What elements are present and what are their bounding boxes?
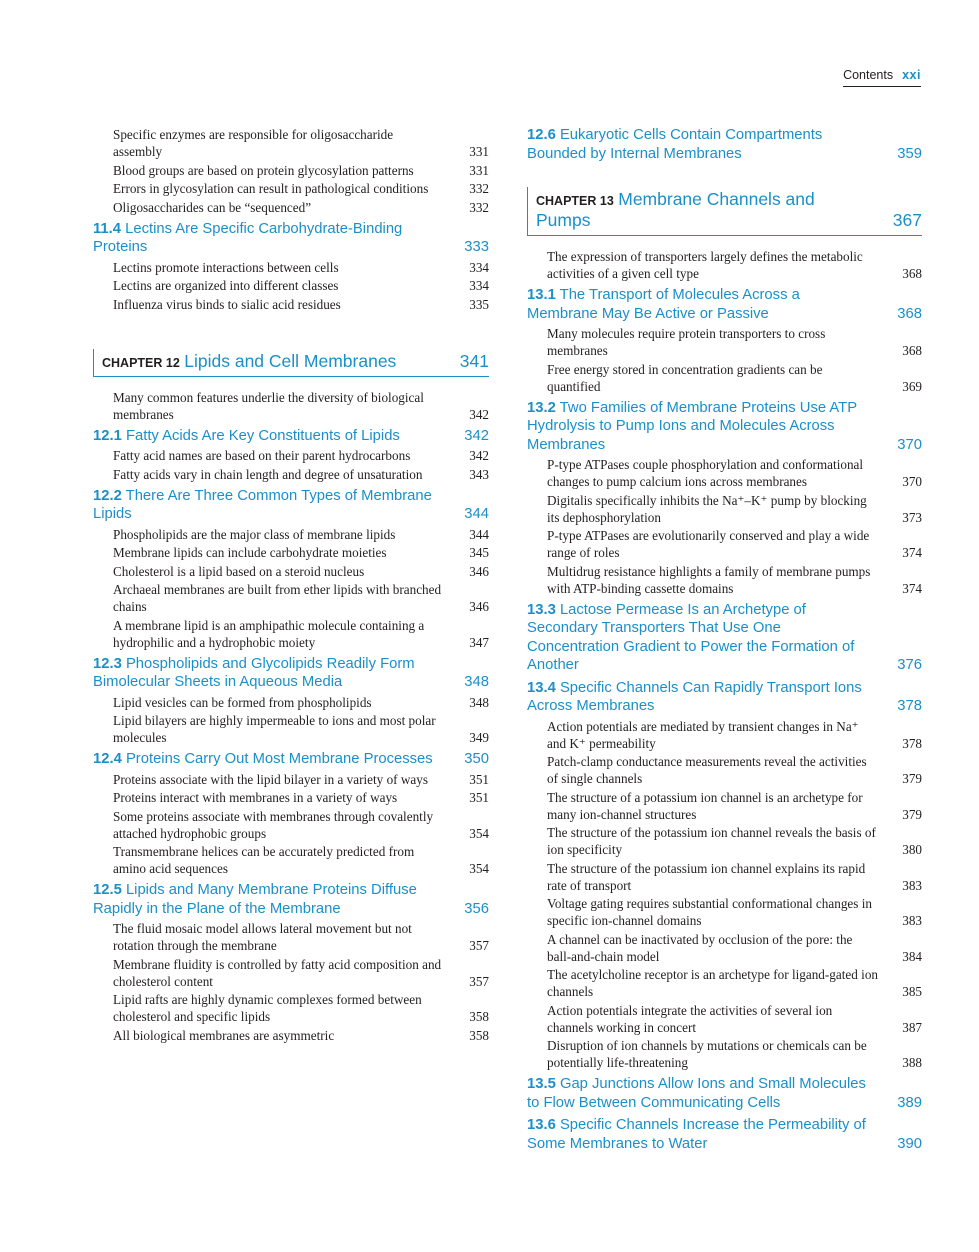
page-ref: 357 [469,938,489,953]
page-ref: 347 [469,634,489,650]
toc-chapter-13[interactable]: CHAPTER 13 Membrane Channels and Pumps 367 [527,187,922,236]
page-ref: 332 [469,199,489,215]
page-ref: 357 [469,973,489,989]
page-ref: 384 [902,948,922,964]
toc-section-13-6[interactable]: 13.6 Specific Channels Increase the Permeability of Some Membranes to Water 390 [527,1117,922,1152]
toc-entry[interactable]: Proteins associate with the lipid bilayer in a variety of ways 351 [113,771,489,787]
toc-entry[interactable]: Membrane fluidity is controlled by fatty acid composition and cholesterol content 357 [113,956,489,989]
toc-section-12-3[interactable]: 12.3 Phospholipids and Glycolipids Readily Form Bimolecular Sheets in Aqueous Media 348 [93,655,489,690]
toc-entry[interactable]: Voltage gating requires substantial conformational changes in specific ion-channel domains 383 [547,896,922,928]
page-ref: 342 [469,406,489,422]
page-ref: 389 [897,1094,922,1111]
page-ref: 376 [897,657,922,673]
toc-section-12-2[interactable]: 12.2 There Are Three Common Types of Membrane Lipids 344 [93,487,489,522]
running-head [843,68,921,87]
page-ref: 378 [897,698,922,714]
toc-entry[interactable]: Some proteins associate with membranes through covalently attached hydrophobic groups 354 [113,808,489,841]
toc-entry[interactable]: The structure of a potassium ion channel is an archetype for many ion-channel structures 379 [547,789,922,822]
page-ref: 334 [469,259,489,275]
toc-entry[interactable]: The structure of the potassium ion channel reveals the basis of ion specificity 380 [547,825,922,857]
toc-entry[interactable]: Action potentials integrate the activities of several ion channels working in concert 387 [547,1002,922,1035]
page-ref: 351 [469,771,489,787]
toc-entry[interactable]: The structure of the potassium ion channel explains its rapid rate of transport 383 [547,860,922,893]
toc-right-column [527,126,922,1155]
page-ref: 368 [902,266,922,281]
toc-entry[interactable]: Many molecules require protein transporters to cross membranes 368 [547,326,922,358]
page-ref: 333 [464,239,489,255]
toc-entry[interactable]: Lectins are organized into different classes 334 [113,278,489,293]
toc-entry[interactable]: Action potentials are mediated by transient changes in Na⁺ and K⁺ permeability 378 [547,718,922,751]
page-ref: 358 [469,1027,489,1043]
page-ref: 348 [469,694,489,710]
page-ref: 344 [464,506,489,522]
toc-entry[interactable]: Fatty acid names are based on their parent hydrocarbons 342 [113,448,489,463]
page-ref: 354 [469,825,489,841]
page-ref: 358 [469,1009,489,1024]
toc-section-13-5[interactable]: 13.5 Gap Junctions Allow Ions and Small Molecules to Flow Between Communicating Cells 389 [527,1076,922,1111]
page-ref: 374 [902,545,922,560]
toc-entry[interactable]: Patch-clamp conductance measurements reveal the activities of single channels 379 [547,754,922,786]
toc-entry[interactable]: Archaeal membranes are built from ether lipids with branched chains 346 [113,582,489,614]
page-number: xxi [902,68,921,82]
page-ref: 385 [902,984,922,999]
toc-entry[interactable]: Disruption of ion channels by mutations or chemicals can be potentially life-threatening 388 [547,1038,922,1070]
page-ref: 383 [902,877,922,893]
toc-section-13-1[interactable]: 13.1 The Transport of Molecules Across a Membrane May Be Active or Passive 368 [527,287,922,322]
page-ref: 387 [902,1019,922,1035]
toc-entry[interactable]: All biological membranes are asymmetric 358 [113,1027,489,1043]
toc-section-13-3[interactable]: 13.3 Lactose Permease Is an Archetype of Secondary Transporters That Use One Concentration Gradient to Power the Formation of Another 376 [527,601,922,673]
toc-entry[interactable]: Lipid bilayers are highly impermeable to ions and most polar molecules 349 [113,713,489,745]
running-head-label: Contents [843,68,894,82]
toc-entry[interactable]: Free energy stored in concentration gradients can be quantified 369 [547,361,922,394]
toc-entry[interactable]: A channel can be inactivated by occlusion of the pore: the ball-and-chain model 384 [547,931,922,964]
toc-entry[interactable]: Lipid vesicles can be formed from phospholipids 348 [113,694,489,710]
page-ref: 383 [902,913,922,928]
toc-entry[interactable]: Proteins interact with membranes in a variety of ways 351 [113,790,489,805]
page-ref: 374 [902,580,922,596]
page-ref: 380 [902,842,922,857]
toc-entry[interactable]: P-type ATPases couple phosphorylation and conformational changes to pump calcium ions across membranes 370 [547,457,922,489]
toc-entry[interactable]: Phospholipids are the major class of membrane lipids 344 [113,526,489,542]
page-ref: 346 [469,563,489,579]
toc-section-13-2[interactable]: 13.2 Two Families of Membrane Proteins Use ATP Hydrolysis to Pump Ions and Molecules Across Membranes 370 [527,399,922,453]
toc-section-12-4[interactable]: 12.4 Proteins Carry Out Most Membrane Processes 350 [93,751,489,767]
toc-section-12-1[interactable]: 12.1 Fatty Acids Are Key Constituents of Lipids 342 [93,427,489,444]
toc-entry[interactable]: Membrane lipids can include carbohydrate moieties 345 [113,545,489,560]
page-ref: 341 [459,350,489,371]
page-ref: 345 [469,545,489,560]
toc-section-13-4[interactable]: 13.4 Specific Channels Can Rapidly Transport Ions Across Membranes 378 [527,679,922,714]
page-ref: 378 [902,735,922,751]
page-ref: 343 [469,466,489,482]
toc-chapter-12[interactable]: CHAPTER 12 Lipids and Cell Membranes 341 [93,349,489,377]
toc-entry[interactable]: Multidrug resistance highlights a family of membrane pumps with ATP-binding cassette domains 374 [547,563,922,596]
page-ref: 348 [464,674,489,690]
toc-entry[interactable]: The fluid mosaic model allows lateral movement but not rotation through the membrane 357 [113,921,489,953]
toc-entry[interactable]: The acetylcholine receptor is an archetype for ligand-gated ion channels 385 [547,967,922,999]
page-ref: 332 [469,181,489,196]
page-ref: 354 [469,861,489,876]
page-ref: 350 [464,751,489,767]
page-ref: 368 [897,305,922,322]
page-ref: 346 [469,599,489,614]
toc-entry[interactable]: Fatty acids vary in chain length and degree of unsaturation 343 [113,466,489,482]
toc-entry[interactable]: Influenza virus binds to sialic acid residues 335 [113,296,489,312]
page-ref: 370 [897,436,922,453]
toc-entry[interactable]: Transmembrane helices can be accurately predicted from amino acid sequences 354 [113,844,489,876]
page-ref: 334 [469,278,489,293]
page-ref: 335 [469,296,489,312]
page-ref: 344 [469,526,489,542]
toc-entry[interactable]: Many common features underlie the diversity of biological membranes 342 [113,389,489,422]
toc-entry[interactable]: Specific enzymes are responsible for oligosaccharide assembly 331 [113,127,489,159]
page-ref: 359 [897,145,922,162]
toc-entry[interactable]: A membrane lipid is an amphipathic molecule containing a hydrophilic and a hydrophobic moiety 347 [113,617,489,650]
toc-entry[interactable]: P-type ATPases are evolutionarily conserved and play a wide range of roles 374 [547,528,922,560]
toc-entry[interactable]: Digitalis specifically inhibits the Na⁺–K⁺ pump by blocking its dephosphorylation 373 [547,492,922,525]
page-ref: 369 [902,378,922,394]
toc-section-12-5[interactable]: 12.5 Lipids and Many Membrane Proteins Diffuse Rapidly in the Plane of the Membrane 356 [93,882,489,917]
page-ref: 331 [469,144,489,159]
toc-section-11-4[interactable]: 11.4 Lectins Are Specific Carbohydrate-Binding Proteins 333 [93,220,489,255]
toc-entry[interactable]: The expression of transporters largely defines the metabolic activities of a given cell type 368 [547,249,922,281]
page-ref: 351 [469,790,489,805]
page-ref: 342 [469,448,489,463]
page-ref: 368 [902,343,922,358]
toc-section-12-6[interactable]: 12.6 Eukaryotic Cells Contain Compartments Bounded by Internal Membranes 359 [527,127,922,162]
page-ref: 331 [469,162,489,178]
page-ref: 373 [902,509,922,525]
page-ref: 342 [464,427,489,444]
page-ref: 379 [902,771,922,786]
toc-entry[interactable]: Blood groups are based on protein glycosylation patterns 331 [113,162,489,178]
page-ref: 390 [897,1135,922,1152]
toc-entry[interactable]: Cholesterol is a lipid based on a steroid nucleus 346 [113,563,489,579]
page-ref: 367 [892,210,922,230]
toc-left-column [93,126,489,1045]
page-ref: 349 [469,730,489,745]
page-ref: 356 [464,900,489,917]
toc-entry[interactable]: Oligosaccharides can be “sequenced” 332 [113,199,489,215]
toc-entry[interactable]: Errors in glycosylation can result in pathological conditions 332 [113,181,489,196]
page-ref: 379 [902,806,922,822]
page-ref: 370 [902,474,922,489]
toc-entry[interactable]: Lipid rafts are highly dynamic complexes formed between cholesterol and specific lipids 358 [113,992,489,1024]
toc-entry[interactable]: Lectins promote interactions between cells 334 [113,259,489,275]
page-ref: 388 [902,1055,922,1070]
